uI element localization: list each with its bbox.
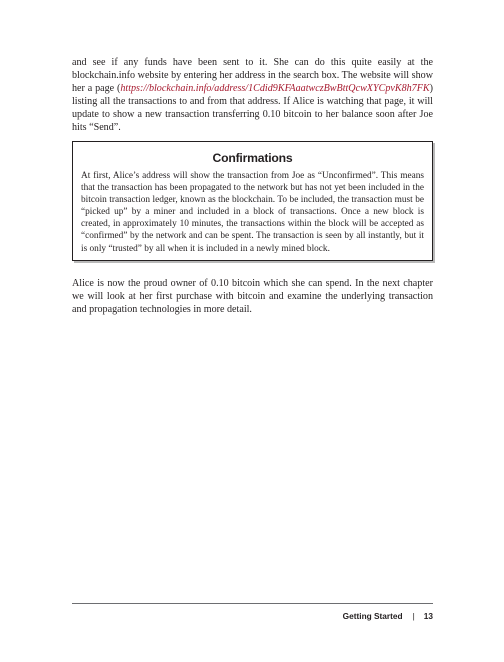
page-number: 13 — [423, 611, 433, 621]
page-footer — [343, 611, 433, 621]
sidebar-note — [72, 141, 433, 261]
body-paragraph — [72, 56, 433, 135]
footer-rule — [72, 603, 433, 604]
sidebar-text: At first, Alice’s address will show the transaction from Joe as “Unconfirmed”. This means that the transaction has been propagated to the network but has not yet been included in the bitcoin transaction ledger, known as the blockchain. To be included, the transaction must be “picked up” by a miner and included in a block of transactions. Once a new block is created, in approximately 10 minutes, the transactions within the block will be accepted as “confirmed” by the network and can be spent. The transaction is seen by all instantly, but it is only “trusted” by all when it is included in a newly mined block. — [81, 171, 424, 254]
body-paragraph: Alice is now the proud owner of 0.10 bitcoin which she can spend. In the next chapter we will look at her first purchase with bitcoin and examine the underlying transaction and propagation technologies in more detail. — [72, 278, 433, 316]
paragraph-text: and see if any funds have been sent to it. She can do this quite easily at the blockchain.info website by entering her address in the search box. The website will show her a page ( — [72, 57, 433, 95]
paragraph-text: ) listing all the transactions to and from that address. If Alice is watching that page, it will update to show a new transaction transferring 0.10 bitcoin to her balance soon after Joe hits “Send”. — [72, 83, 433, 134]
sidebar-title: Confirmations — [212, 151, 293, 165]
chapter-title: Getting Started — [342, 611, 403, 621]
blockchain-address-link[interactable]: https://blockchain.info/address/1Cdid9KFAaatwczBwBttQcwXYCpvK8h7FK — [120, 83, 430, 95]
footer-separator: | — [412, 611, 415, 621]
